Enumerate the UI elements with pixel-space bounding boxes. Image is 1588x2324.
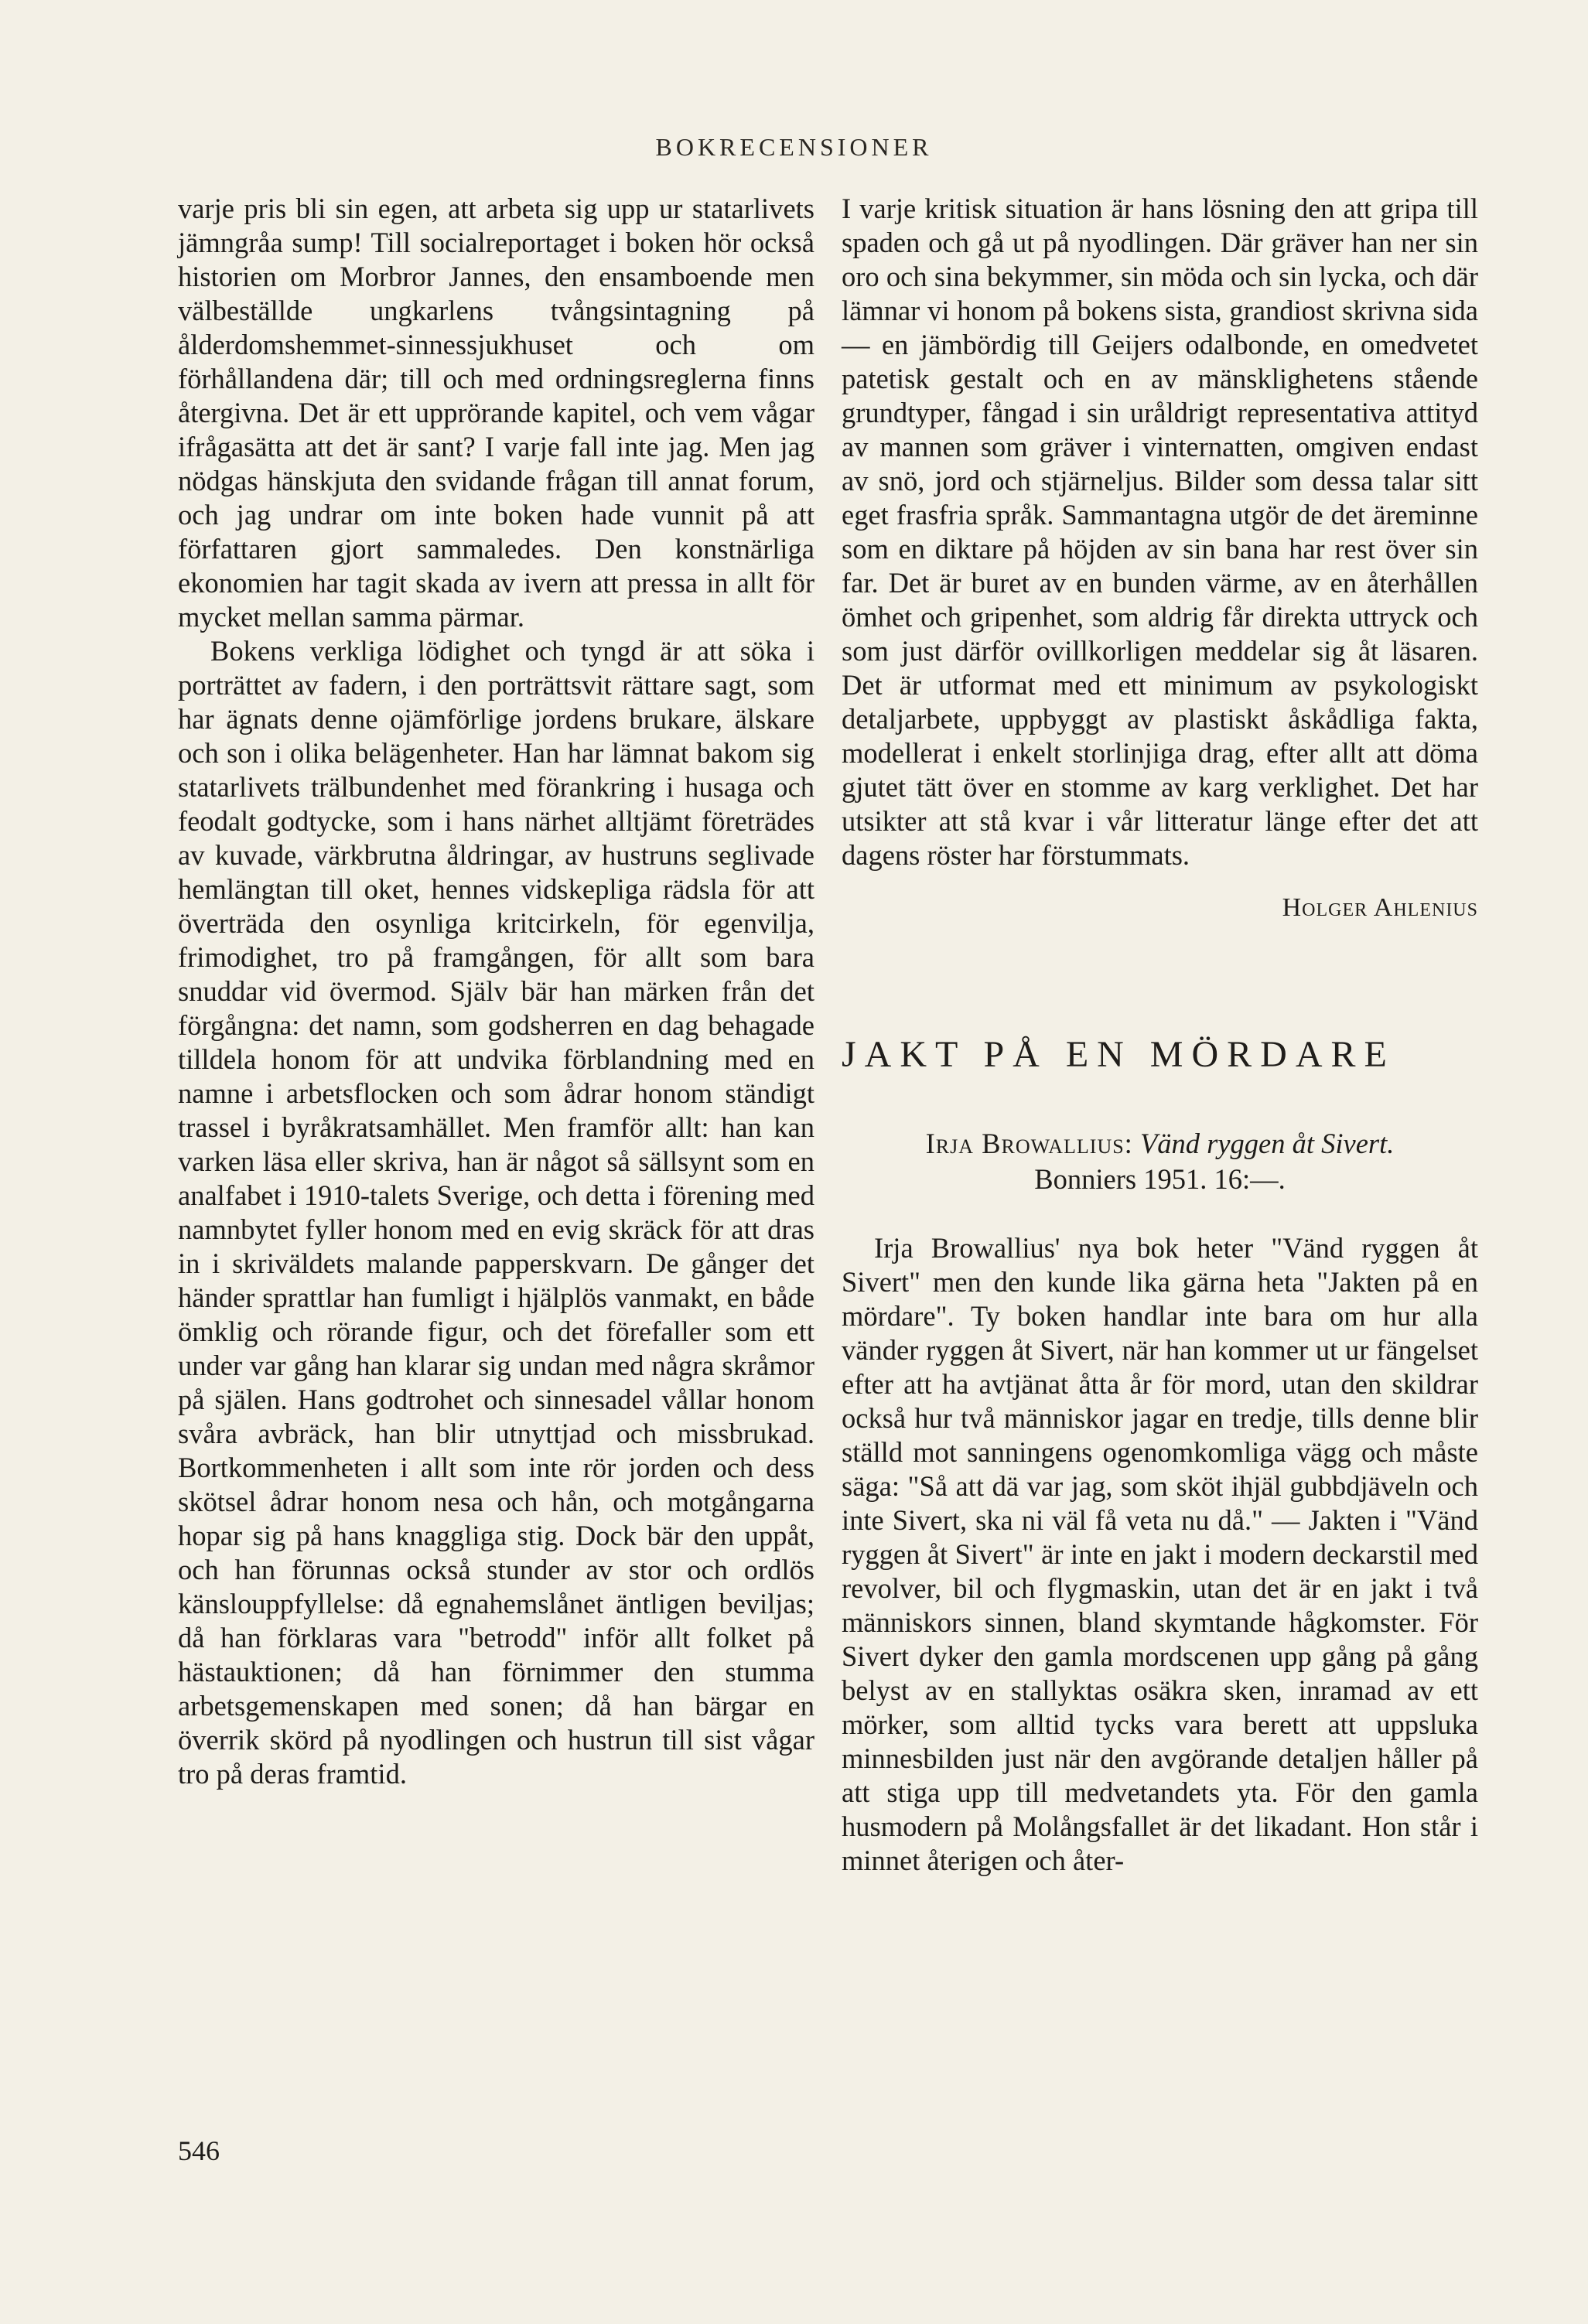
running-head: BOKRECENSIONER bbox=[655, 133, 933, 161]
reviewer-signature: Holger Ahlenius bbox=[1282, 893, 1478, 922]
left-paragraph-1: varje pris bli sin egen, att arbeta sig upp ur statarlivets jämngråa sump! Till socialreportaget i boken hör också historien om Morbror Jannes, den ensamboende men välbeställde ungkarlens tvångsintagning på ålderdomshemmet-sinnessjukhuset och om förhållandena där; till och med ordningsreglerna finns återgivna. Det är ett upprörande kapitel, och vem vågar ifrågasätta att det är sant? I varje fall inte jag. Men jag nödgas hänskjuta den svidande frågan till annat forum, och jag undrar om inte boken hade vunnit på att författaren gjort sammaledes. Den konstnärliga ekonomien har tagit skada av ivern att pressa in allt för mycket mellan samma pärmar. bbox=[178, 193, 814, 633]
book-reference bbox=[842, 1126, 1478, 1197]
review-conclusion: I varje kritisk situation är hans lösning den att gripa till spaden och gå ut på nyodlingen. Där gräver han ner sin oro och sina bekymmer, sin möda och sin lycka, och där lämnar vi honom på bokens sista, grandiost skrivna sida — en jämbördig till Geijers odalbonde, en omedvetet patetisk gestalt och en av mänsklighetens stående grundtyper, fångad i sin uråldrigt representativa attityd av mannen som gräver i vinternatten, omgiven endast av snö, jord och stjärneljus. Bilder som dessa talar sitt eget frasfria språk. Sammantagna utgör de det äreminne som en diktare på höjden av sin bana har rest över sin far. Det är buret av en bunden värme, av en återhållen ömhet och gripenhet, som aldrig får direkta uttryck och som just därför ovillkorligen meddelar sig åt läsaren. Det är utformat med ett minimum av psykologiskt detaljarbete, uppbyggt av plastiskt åskådliga fakta, modellerat i enkelt storlinjiga drag, efter allt att döma gjutet tätt över en stomme av karg verklighet. Det har utsikter att stå kvar i vår litteratur länge efter det att dagens röster har förstummats. bbox=[842, 193, 1478, 871]
article-title: JAKT PÅ EN MÖRDARE bbox=[842, 1034, 1395, 1075]
book-author: Irja Browallius: bbox=[925, 1128, 1133, 1159]
book-title: Vänd ryggen åt Sivert. bbox=[1139, 1128, 1395, 1159]
left-paragraph-2: Bokens verkliga lödighet och tyngd är att söka i porträttet av fadern, i den porträttsvit rättare sagt, som har ägnats denne ojämförlige jordens brukare, älskare och son i olika belägenheter. Han har lämnat bakom sig statarlivets trälbundenhet med förankring i husaga och feodalt godtycke, som i hans närhet alltjämt företrädes av kuvade, värkbrutna åldringar, av hustruns seglivade hemlängtan till oket, hennes vidskepliga rädsla för att överträda den osynliga kritcirkeln, för egenvilja, frimodighet, tro på framgången, för allt som bara snuddar vid övermod. Själv bär han märken från det förgångna: det namn, som godsherren en dag behagade tilldela honom för att undvika förblandning med en namne i arbetsflocken och som ådrar honom ständigt trassel i byråkratsamhället. Men framför allt: han kan varken läsa eller skriva, han är något så sällsynt som en analfabet i 1910-talets Sverige, och detta i förening med namnbytet fyller honom med en evig skräck för att dras in i skriväldets malande papperskvarn. De gånger det händer sprattlar han fumligt i hjälplös vanmakt, en både ömklig och rörande figur, och det förefaller som ett under var gång han klarar sig undan med några skråmor på själen. Hans godtrohet och sinnesadel vållar honom svåra avbräck, han blir utnyttjad och missbrukad. Bortkommenheten i allt som inte rör jorden och dess skötsel ådrar honom nesa och hån, och motgångarna hopar sig på hans knaggliga stig. Dock bär den uppåt, och han förunnas också stunder av stor och ordlös känslouppfyllelse: då egnahemslånet äntligen beviljas; då han förklaras vara "betrodd" inför allt folket på hästauktionen; då han förnimmer den stumma arbetsgemenskapen med sonen; då han bärgar en överrik skörd på nyodlingen och hustrun till sist vågar tro på deras framtid. bbox=[178, 635, 814, 1790]
book-publisher: Bonniers 1951. 16:—. bbox=[1034, 1163, 1286, 1195]
page-number: 546 bbox=[178, 2135, 220, 2166]
right-column bbox=[842, 192, 1478, 1878]
article-body: Irja Browallius' nya bok heter "Vänd ryggen åt Sivert" men den kunde lika gärna heta "Jakten på en mördare". Ty boken handlar inte bara om hur alla vänder ryggen åt Sivert, när han kommer ut ur fängelset efter att ha avtjänat åtta år för mord, utan den skildrar också hur två människor jagar en tredje, tills denne blir ställd mot sanningens ogenomkomliga vägg och måste säga: "Så att dä var jag, som sköt ihjäl gubbdjäveln och inte Sivert, ska ni väl få veta nu då." — Jakten i "Vänd ryggen åt Sivert" är inte en jakt i modern deckarstil med revolver, bil och flygmaskin, utan det är en jakt i två människors sinnen, bland skymtande hågkomster. För Sivert dyker den gamla mordscenen upp gång på gång belyst av en stallyktas osäkra sken, inramad av ett mörker, som alltid tycks vara berett att uppsluka minnesbilden just när den avgörande detaljen håller på att stiga upp till medvetandets yta. För den gamla husmodern på Molångsfallet är det likadant. Hon står i minnet återigen och åter- bbox=[842, 1232, 1478, 1876]
left-column bbox=[178, 192, 814, 1791]
